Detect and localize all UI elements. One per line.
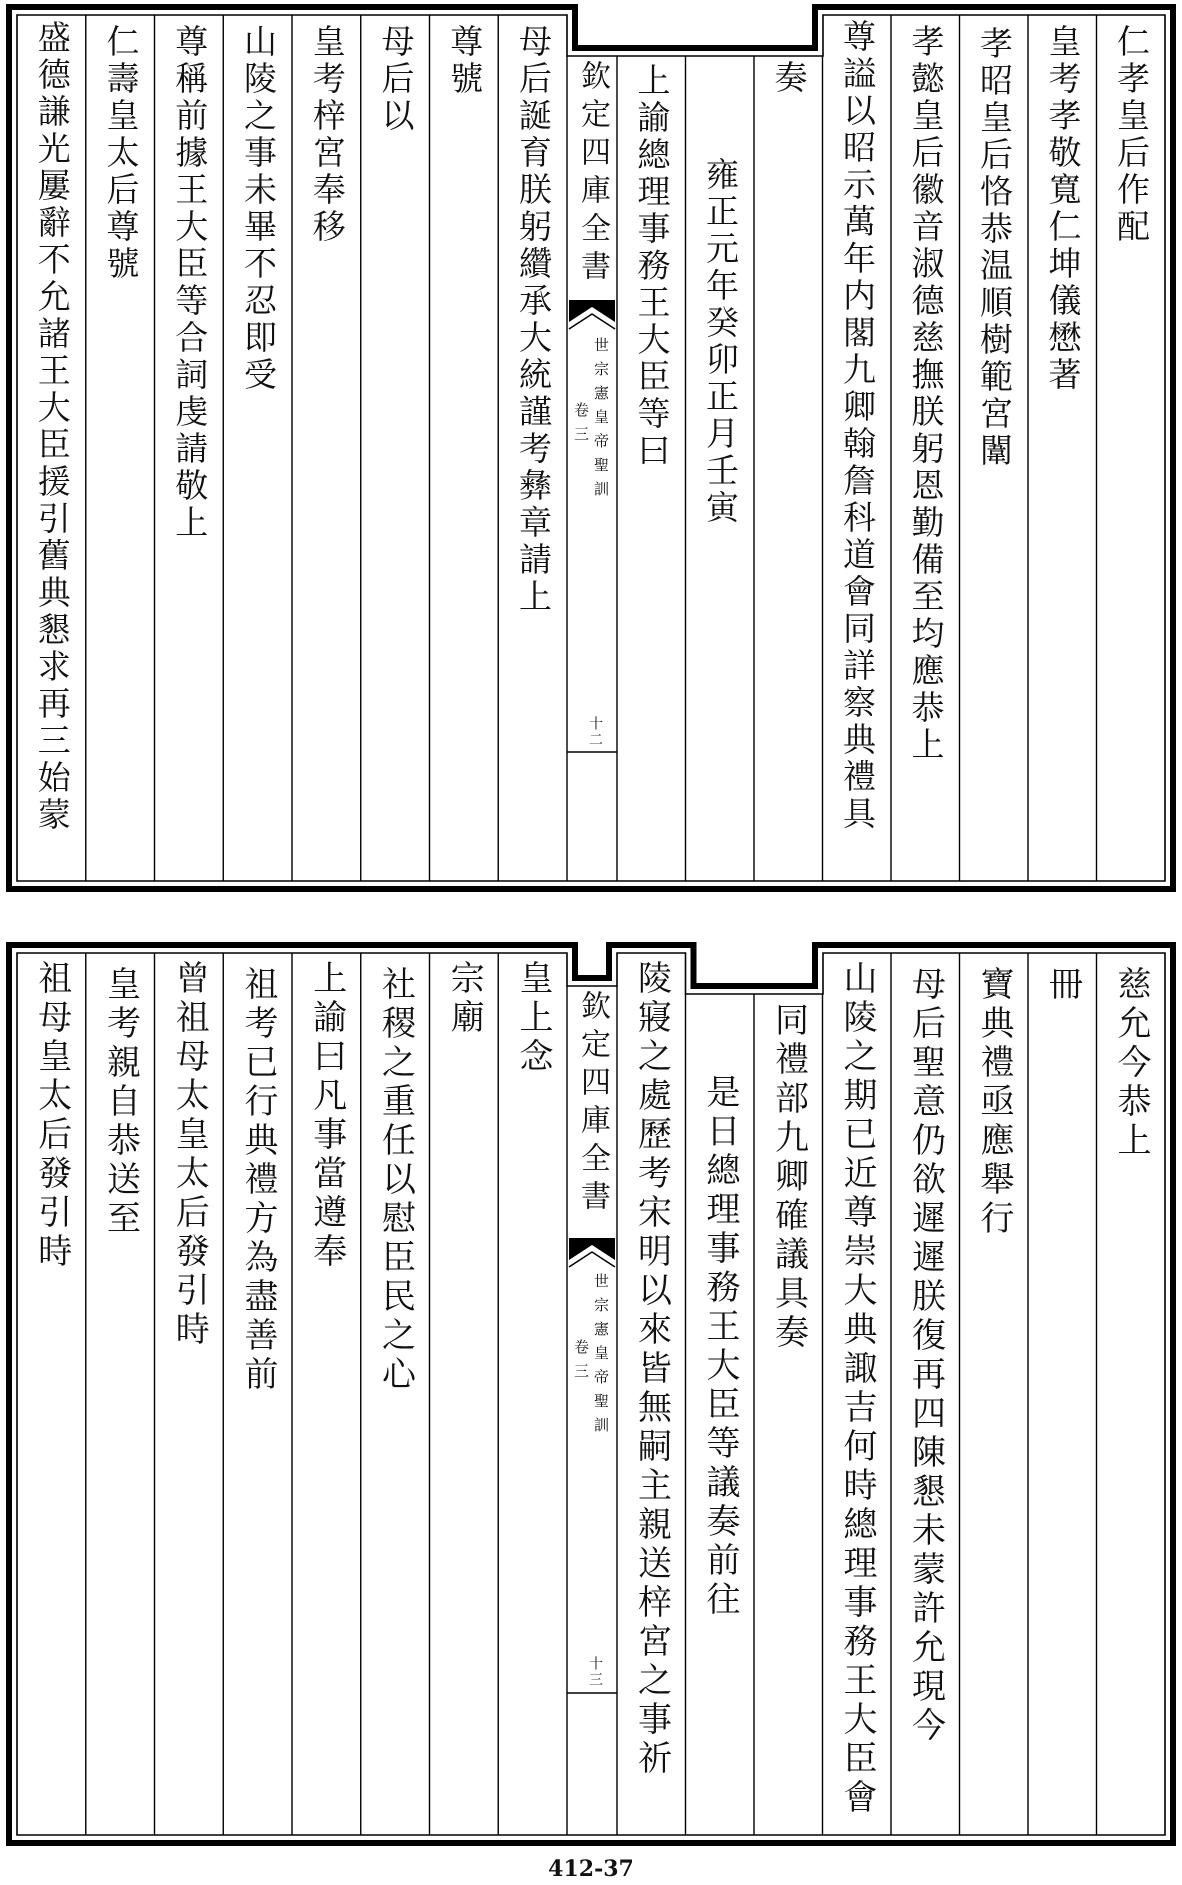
lower-left-column-5: 祖考已行典禮方為盡善前: [238, 966, 278, 1395]
upper-right-column-8: 上諭總理事務王大臣等曰: [632, 63, 672, 470]
fold-volume: 卷三: [572, 402, 590, 450]
fishtail-mark: [569, 1238, 615, 1260]
upper-right-column-3: 孝昭皇后恪恭温順樹範宮闈: [975, 26, 1014, 470]
fold-volume: 卷三: [572, 1339, 590, 1387]
upper-right-column-1: 仁孝皇后作配: [1112, 24, 1151, 246]
lower-right-column-7: 是日總理事務王大臣等議奏前往: [700, 1074, 740, 1620]
lower-left-column-4: 上諭曰凡事當遵奉: [306, 960, 347, 1272]
fold-book-title: 世宗憲皇帝聖訓: [592, 337, 610, 505]
upper-right-column-6: 奏: [769, 60, 809, 97]
upper-left-column-4: 皇考梓宮奉移: [307, 24, 347, 246]
upper-left-column-8: 盛德謙光屢辭不允諸王大臣援引舊典懇求再三始蒙: [32, 20, 72, 834]
lower-right-column-5: 山陵之期已近尊崇大典諏吉何時總理事務王大臣會: [837, 960, 877, 1818]
lower-left-column-7: 皇考親自恭送至: [100, 966, 141, 1239]
upper-right-column-2: 皇考孝敬寬仁坤儀懋著: [1043, 24, 1083, 394]
lower-right-column-2: 冊: [1042, 966, 1083, 1005]
lower-leaf: [6, 942, 1176, 1846]
fold-book-title: 世宗憲皇帝聖訓: [592, 1273, 610, 1441]
lower-left-column-2: 宗廟: [444, 960, 485, 1038]
upper-left-column-1: 母后誕育朕躬纘承大統謹考彝章請上: [514, 24, 553, 616]
page-number: 412-37: [548, 1856, 634, 1882]
fold-title: 欽定四庫全書: [575, 990, 610, 1218]
lower-left-column-8: 祖母皇太后發引時: [31, 960, 72, 1272]
fishtail-mark: [569, 300, 615, 322]
upper-left-column-5: 山陵之事未畢不忍即受: [239, 24, 278, 394]
fold-leaf-number: 十三: [587, 1656, 603, 1688]
lower-left-column-6: 曾祖母太皇太后發引時: [169, 960, 210, 1350]
upper-right-column-5: 尊謚以昭示萬年内閣九卿翰詹科道會同詳察典禮具: [838, 19, 877, 833]
lower-right-column-4: 母后聖意仍欲遲遲朕復再四陳懇未蒙許允現今: [905, 966, 946, 1746]
upper-right-column-4: 孝懿皇后徽音淑德慈撫朕躬恩勤備至均應恭上: [906, 24, 946, 764]
fold-leaf-number: 十二: [587, 716, 603, 748]
upper-left-column-6: 尊稱前據王大臣等合詞虔請敬上: [170, 24, 210, 542]
upper-right-column-7: 雍正元年癸卯正月壬寅: [701, 157, 740, 527]
lower-right-column-8: 陵寢之處歷考宋明以來皆無嗣主親送梓宮之事祈: [631, 960, 672, 1779]
lower-left-column-1: 皇上念: [513, 960, 553, 1077]
lower-right-column-6: 同禮部九卿確議具奏: [768, 1002, 809, 1353]
fold-title: 欽定四庫全書: [575, 60, 610, 288]
upper-left-column-7: 仁壽皇太后尊號: [101, 24, 141, 283]
upper-leaf: [6, 4, 1176, 892]
upper-left-column-2: 尊號: [445, 24, 485, 98]
lower-right-column-3: 寶典禮亟應舉行: [974, 966, 1014, 1239]
lower-right-column-1: 慈允今恭上: [1111, 966, 1151, 1161]
lower-left-column-3: 社稷之重任以慰臣民之心: [375, 966, 416, 1395]
upper-left-column-3: 母后以: [376, 24, 416, 135]
